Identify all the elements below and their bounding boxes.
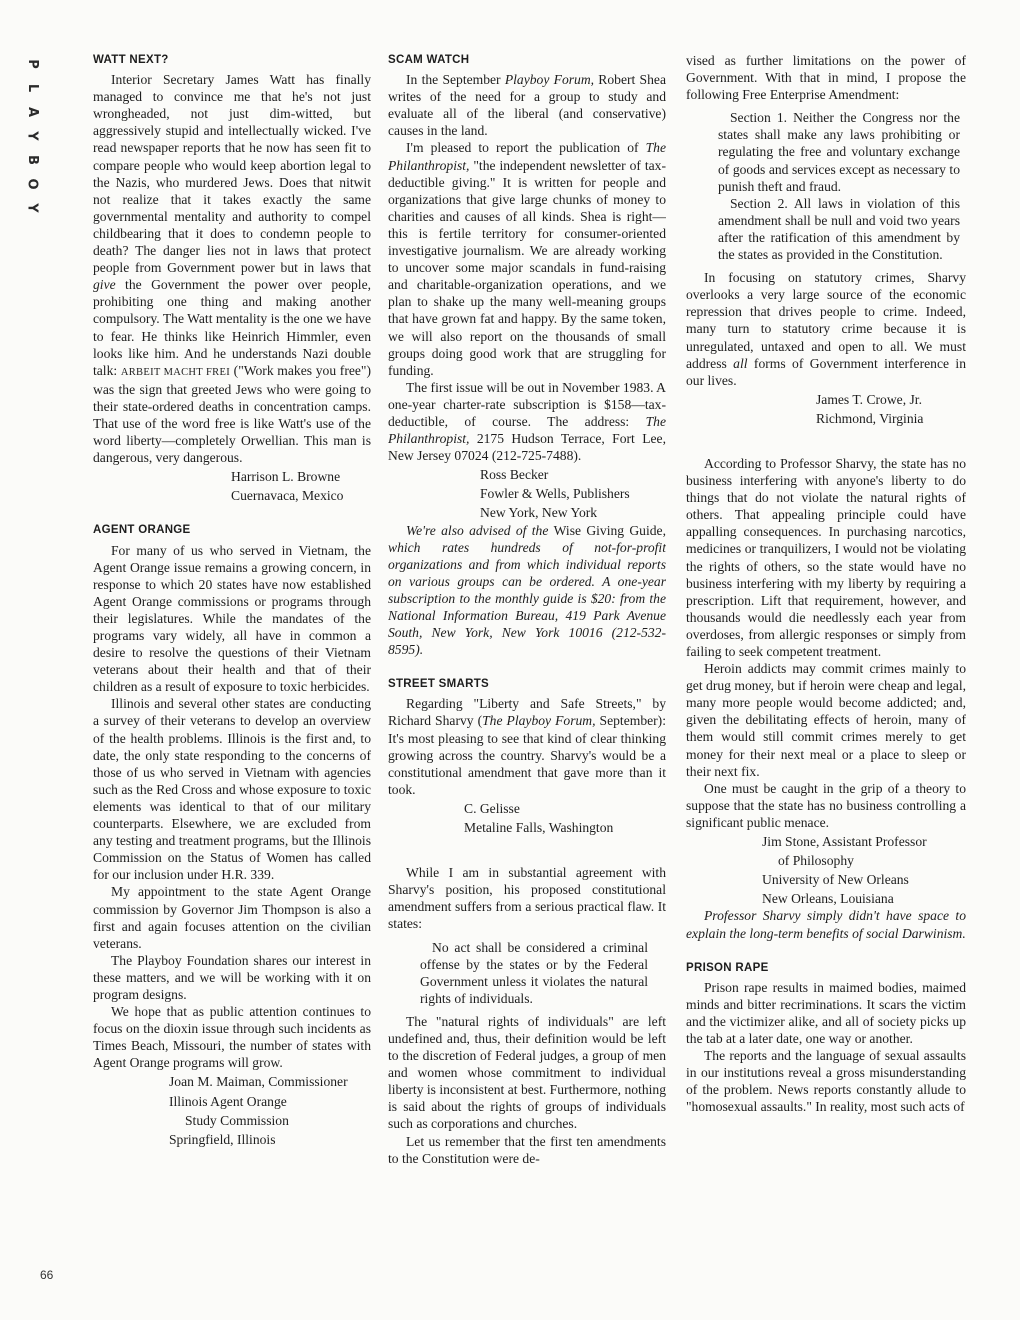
letter-paragraph: The reports and the language of sexual assaults in our institutions reveal a gross misunderstanding of the problem. News reports constantly allude to "homosexual assaults." In reality, most such acts of [686,1048,966,1115]
signature-place: Richmond, Virginia [816,410,924,426]
signature-name: C. Gelisse [464,800,520,816]
letter-paragraph: Heroin addicts may commit crimes mainly to get drug money, but if heroin were cheap and legal, many more people would become addicted; and, given the debilitating effects of heroin, many of them would still commit crimes merely to get money for their next meal or a place to sleep or their next fix. [686,661,966,779]
letter-paragraph: vised as further limitations on the power of Government. With that in mind, I propose the following Free Enterprise Amendment: [686,53,966,103]
text-run: I'm pleased to report the publication of [406,140,646,156]
spine-letter: O [25,178,40,190]
section-heading-agent-orange: AGENT ORANGE [93,524,191,537]
signature-name: Harrison L. Browne [231,469,341,485]
section-spacer [388,658,666,676]
letter-paragraph: According to Professor Sharvy, the state has no business interfering with anyone's liberty to do things that do not violate the natural rights of others. That appealing principle could have appalling consequences. In purchasing narcotics, medicines or tranquilizers, I would not be violating the rights of others, so the state would have no business interfering with my liberty by requiring a prescription. Lift that requirement, however, and thousands would die needlessly each year from overdoses, from allergic responses or simply from failing to seek competent treatment. [686,455,966,659]
signature-line: University of New Orleans [762,872,909,888]
emphasis: The Philanthropist, [388,413,666,447]
spine-letter: L [24,83,40,93]
page-number: 66 [40,1268,54,1282]
spine-letter: B [24,155,40,165]
section-heading-street-smarts: STREET SMARTS [388,678,490,691]
emphasis: Playboy Forum, [504,72,595,88]
editor-note: Professor Sharvy simply didn't have space to explain the long-term benefits of social Darwinism. [686,908,966,941]
quoted-amendment: No act shall be considered a criminal offense by the states or by the Federal Government unless it violates the natural rights of individuals. [420,939,648,1006]
text-run: which rates hundreds of not-for-profit organizations and from which individual reports on various groups can be ordered. A one-year subscription to the monthly guide is $20: from the National Information Bureau, 419 Park Avenue South, New York, New York 10016 (212-532-8595). [388,539,666,658]
section-spacer [388,836,666,864]
column-3 [686,52,966,1292]
letter-paragraph [388,695,666,798]
letter-paragraph: The Playboy Foundation shares our interest in these matters, and we will be working with it on program designs. [93,952,371,1002]
column-1 [93,52,371,1292]
section-heading-prison-rape: PRISON RAPE [686,961,769,974]
section-spacer [686,942,966,960]
signature-line: of Philosophy [778,853,854,869]
letter-paragraph: Illinois and several other states are conducting a survey of their veterans to develop an overview of the health problems. Illinois is the first and, to date, the only state responding to the concerns of those of us who served in Vietnam with agencies such as the Red Cross and whose exposure to toxic elements was identical to that of our military counterparts. Elsewhere, we are excluded from any testing and treatment programs, but the Illinois Commission on the Status of Women has called for our inclusion under H.R. 339. [93,696,371,883]
spine-letter: Y [24,131,40,141]
section-heading-watt: WATT NEXT? [93,54,169,66]
signature-place: New Orleans, Louisiana [762,891,894,907]
text-run: forms of Government interference in our lives. [686,355,966,388]
signature-name: Ross Becker [480,467,549,483]
text-run: Robert Shea writes of the need for a group to study and evaluate all of the liberal (and conservative) causes in the land. [388,72,666,139]
spine-letter: Y [24,203,40,213]
letter-paragraph: Prison rape results in maimed bodies, maimed minds and bitter recriminations. It scars the victim and the victimizer alike, and all of society picks up the tab at a later date, one way or another. [686,979,966,1046]
text-run: ("Work makes you free") was the sign that greeted Jews who were going to their state-ordered deaths in concentration camps. That use of the word free is like Watt's use of the word liberty—completely Orwellian. This man is dangerous, very dangerous. [93,362,371,466]
emphasis: The Philanthropist, [388,140,666,173]
quoted-amendment-section: Section 1. Neither the Congress nor the states shall make any laws prohibiting or regulating the free and voluntary exchange of goods and services except as necessary to punish theft and fraud. [718,110,960,194]
spine-letter: A [25,106,40,118]
text-run: In focusing on statutory crimes, Sharvy overlooks a very large source of the economic repression that drives people to crime. Indeed, many turn to statutory crime because it is unregulated, untaxed and open to all. We must address [686,270,966,371]
signature-place: Springfield, Illinois [169,1131,276,1147]
emphasis: The Playboy Forum, [482,713,596,729]
letter-paragraph: The "natural rights of individuals" are left undefined and, thus, their definition would be left to the discretion of Federal judges, a group of men and women whose commitment to individual liberty is inconsistent at best. Furthermore, nothing is said about the rights of groups of individuals such as corporations and churches. [388,1013,666,1132]
letter-paragraph: My appointment to the state Agent Orange commission by Governor Jim Thompson is also a first and again focuses attention on the civilian veterans. [93,884,371,951]
emphasis: give [93,277,116,293]
letter-paragraph [388,379,666,464]
signature-name: James T. Crowe, Jr. [816,391,922,407]
text-run: 2175 Hudson Terrace, Fort Lee, New Jersey 07024 (212-725-7488). [388,431,666,464]
signature-place: New York, New York [480,505,598,521]
signature-place: Metaline Falls, Washington [464,820,614,836]
letter-paragraph: One must be caught in the grip of a theory to suppose that the state has no business controlling a significant public menace. [686,780,966,830]
letter-paragraph [93,71,371,466]
signature-line: Study Commission [185,1112,289,1128]
letter-paragraph [388,71,666,139]
text-run: We're also advised of the [406,522,554,538]
column-2 [388,52,666,1292]
magazine-spine-logo [22,52,42,220]
text-run: Interior Secretary James Watt has finally managed to convince me that he's not just wrongheaded, not just dim-witted, but aggressively stupid and intellectually wicked. I've read newspaper reports that he now has seen fit to compare people who would keep abortion legal to the Nazis, who murdered Jews. Does that nitwit not realize that it takes exactly the same governmental mentality and authority to compel childbearing that it does to condemn people to death? The danger lies not in laws that protect people from Government power but in laws that [93,72,371,276]
signature-line: Fowler & Wells, Publishers [480,486,630,502]
signature-place: Cuernavaca, Mexico [231,488,344,504]
text-run: In the September [406,72,505,88]
signature-line: Illinois Agent Orange [169,1093,287,1109]
signature-name: Joan M. Maiman, Commissioner [169,1074,348,1090]
text-run: September): It's most pleasing to see that kind of clear thinking growing across the country. Sharvy's would be a constitutional amendment that gave more than it took. [388,713,666,797]
text-run: the Government the power over people, prohibiting one thing and making another compulsory. The Watt mentality is the one we have to fear. He thinks like Heinrich Himmler, even looks like him. And he understands Nazi double talk: [93,277,371,378]
letter-paragraph: Let us remember that the first ten amendments to the Constitution were de- [388,1133,666,1166]
text-run: Regarding "Liberty and Safe Streets," by Richard Sharvy ( [388,696,666,729]
section-spacer [93,504,371,522]
section-spacer [686,427,966,455]
text-run: Wise Giving Guide, [553,522,666,538]
signature-name: Jim Stone, Assistant Professor [762,834,927,850]
quoted-amendment-section: Section 2. All laws in violation of this amendment shall be null and void two years after the ratification of this amendment by the states as provided in the Constitution. [718,195,960,263]
smallcaps-phrase: ARBEIT MACHT FREI [120,366,230,378]
letter-paragraph: We hope that as public attention continues to focus on the dioxin issue through such incidents as Times Beach, Missouri, the number of states with Agent Orange programs will grow. [93,1004,371,1071]
letter-paragraph [686,269,966,389]
letter-paragraph [388,139,666,378]
text-run: The first issue will be out in November 1983. A one-year charter-rate subscription is $158—tax-deductible, of course. The address: [388,379,666,429]
spine-letter: P [25,59,40,69]
letter-paragraph: For many of us who served in Vietnam, the Agent Orange issue remains a growing concern, in response to which 20 states have now established Agent Orange commissions or programs through their legislatures. While the mandates of the programs vary widely, all have in common a desire to resolve the questions of their Vietnam veterans about their health and that of their children as a result of exposure to toxic herbicides. [93,542,371,695]
section-heading-scam-watch: SCAM WATCH [388,54,470,66]
editor-note [388,522,666,659]
text-run: "the independent newsletter of tax-deductible giving." It is written for people and organizations that give large chunks of money to charities and causes of all kinds. Shea is right—this is fertile territory for consumer-oriented investigative journalism. We are already working to uncover some major scandals in fund-raising and charitable-organization operations, and we plan to shake up the many well-meaning groups that have grown fat and happy. By the same token, we will also report on the thousands of small groups doing good work that are struggling for funding. [388,157,666,378]
letter-paragraph: While I am in substantial agreement with Sharvy's position, his proposed constitutional amendment suffers from a serious practical flaw. It states: [388,865,666,932]
emphasis: all [733,355,748,371]
